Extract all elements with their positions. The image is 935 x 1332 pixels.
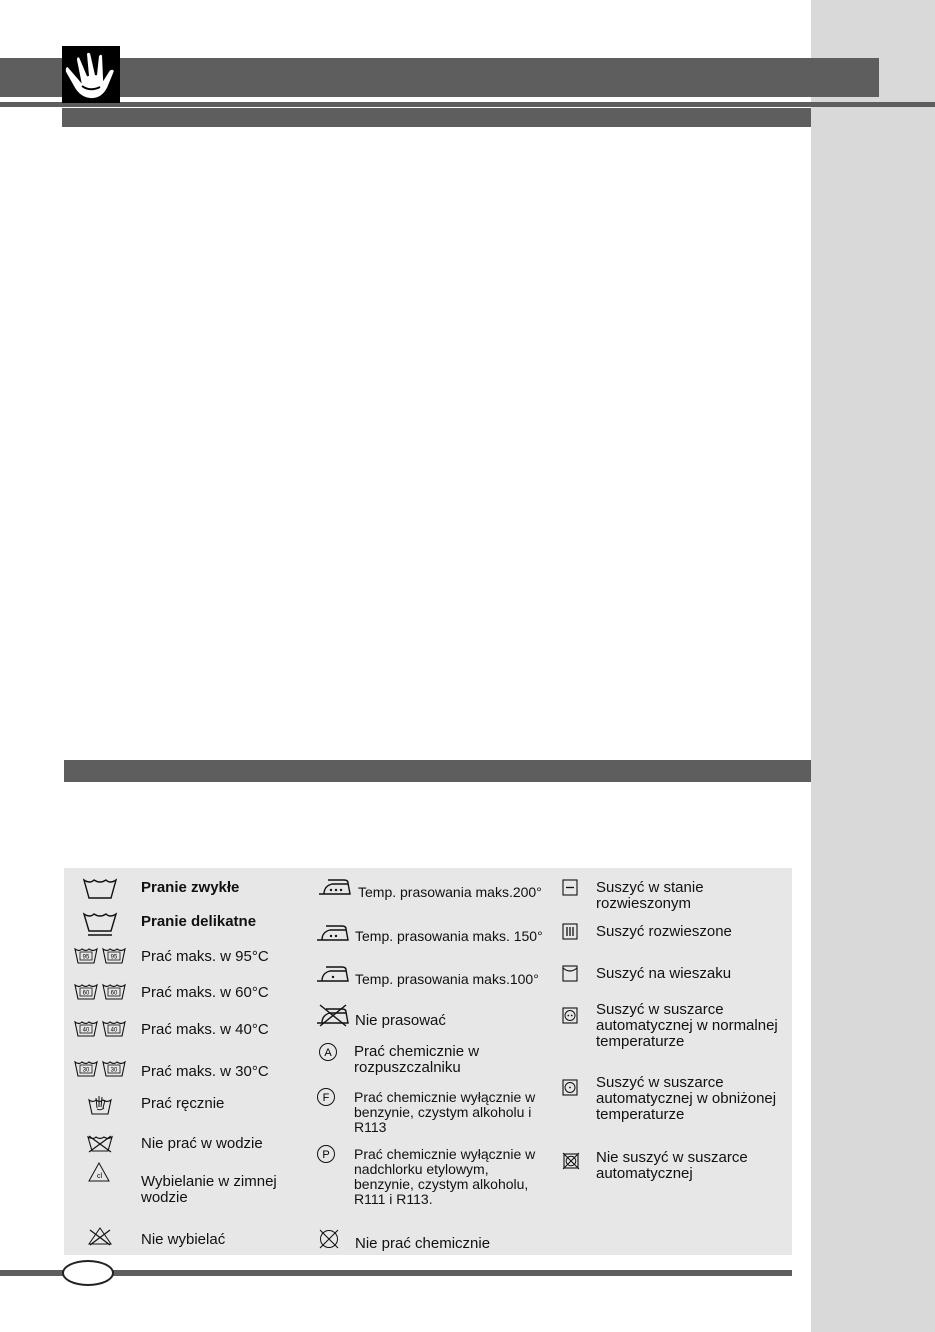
dry-clean-f-icon xyxy=(316,1087,336,1107)
svg-text:60: 60 xyxy=(110,990,118,997)
side-strip xyxy=(811,0,935,1332)
svg-text:F: F xyxy=(322,1092,330,1104)
wash-tub-delicate-icon xyxy=(82,912,118,938)
hand-wash-icon xyxy=(88,1094,114,1116)
symbol-label-line: Suszyć w suszarce xyxy=(596,1001,724,1018)
section-bar-symbols xyxy=(64,760,811,782)
symbol-label-line: temperaturze xyxy=(596,1106,685,1123)
symbol-label-line: Nie suszyć w suszarce xyxy=(596,1149,748,1166)
line-dry-icon xyxy=(562,965,578,982)
section-bar-top xyxy=(62,108,811,127)
symbol-label-line: R111 i R113. xyxy=(354,1191,433,1207)
symbol-label-line: temperaturze xyxy=(596,1033,685,1050)
svg-text:cl: cl xyxy=(96,1173,103,1180)
iron-1-dot-icon xyxy=(316,965,350,983)
no-bleach-icon xyxy=(87,1226,113,1246)
symbol-label: Suszyć rozwieszone xyxy=(596,923,732,940)
svg-text:30: 30 xyxy=(110,1067,118,1074)
wash-95-icon xyxy=(74,947,128,969)
symbol-label: Temp. prasowania maks.200° xyxy=(358,884,542,900)
symbol-label-line: automatycznej w obniżonej xyxy=(596,1090,777,1107)
symbol-label: Temp. prasowania maks.100° xyxy=(355,971,539,987)
tumble-dry-low-icon xyxy=(562,1079,578,1096)
symbol-label: Prać ręcznie xyxy=(141,1095,225,1112)
symbol-label: Prać maks. w 40°C xyxy=(141,1021,269,1038)
no-iron-icon xyxy=(316,1003,350,1027)
symbol-label-line: rozpuszczalniku xyxy=(354,1059,461,1076)
drip-dry-icon xyxy=(562,923,578,940)
symbol-label-line: benzynie, czystym alkoholu i xyxy=(354,1104,532,1120)
symbol-label-line: benzynie, czystym alkoholu, xyxy=(354,1176,529,1192)
symbol-label: Nie wybielać xyxy=(141,1231,226,1248)
footer-line xyxy=(0,1270,792,1276)
header-bar xyxy=(0,58,879,97)
wash-60-icon xyxy=(74,983,128,1005)
symbol-label-line: rozwieszonym xyxy=(596,895,692,912)
symbol-label-line: R113 xyxy=(354,1119,387,1135)
no-dry-clean-icon xyxy=(318,1228,340,1250)
symbol-label: Prać maks. w 30°C xyxy=(141,1063,269,1080)
wash-tub-icon xyxy=(82,878,118,900)
symbol-label: Pranie delikatne xyxy=(141,913,257,930)
care-symbols-panel xyxy=(64,868,792,1255)
hand-logo xyxy=(62,46,120,103)
svg-text:30: 30 xyxy=(82,1067,90,1074)
wash-30-icon xyxy=(74,1060,128,1082)
hand-icon xyxy=(62,46,120,103)
tumble-dry-normal-icon xyxy=(562,1007,578,1024)
symbol-label-line: nadchlorku etylowym, xyxy=(354,1161,489,1177)
symbol-label: Prać maks. w 60°C xyxy=(141,984,269,1001)
svg-text:40: 40 xyxy=(110,1027,118,1034)
iron-2-dots-icon xyxy=(316,924,350,942)
symbol-label: Nie prać w wodzie xyxy=(141,1135,263,1152)
symbol-label-line: Prać chemicznie wyłącznie w xyxy=(354,1146,536,1162)
symbol-label-line: Suszyć w stanie xyxy=(596,879,704,896)
iron-3-dots-icon xyxy=(318,878,352,896)
dry-clean-p-icon xyxy=(316,1144,336,1164)
symbol-label-line: automatycznej xyxy=(596,1165,693,1182)
dry-clean-a-icon xyxy=(318,1042,338,1062)
wash-40-icon xyxy=(74,1020,128,1042)
symbol-label: Prać maks. w 95°C xyxy=(141,948,269,965)
symbol-label-line: Prać chemicznie w xyxy=(354,1043,480,1060)
svg-text:40: 40 xyxy=(82,1027,90,1034)
symbol-label-line: wodzie xyxy=(141,1189,188,1206)
symbol-label: Pranie zwykłe xyxy=(141,879,240,896)
symbol-label-line: Prać chemicznie wyłącznie w xyxy=(354,1089,536,1105)
symbol-label: Nie prasować xyxy=(355,1012,446,1029)
svg-text:60: 60 xyxy=(82,990,90,997)
svg-text:95: 95 xyxy=(82,954,90,961)
svg-text:A: A xyxy=(324,1047,332,1059)
symbol-label-line: Suszyć w suszarce xyxy=(596,1074,724,1091)
symbol-label-line: Wybielanie w zimnej xyxy=(141,1173,277,1190)
page-number-badge xyxy=(62,1260,114,1286)
header-underline xyxy=(0,102,935,107)
symbol-label-line: automatycznej w normalnej xyxy=(596,1017,778,1034)
bleach-cl-icon xyxy=(88,1162,110,1182)
no-wash-icon xyxy=(86,1134,114,1154)
symbol-label: Temp. prasowania maks. 150° xyxy=(355,928,543,944)
symbol-label: Nie prać chemicznie xyxy=(355,1235,491,1252)
svg-text:P: P xyxy=(322,1149,330,1161)
dry-flat-icon xyxy=(562,879,578,896)
symbol-label: Suszyć na wieszaku xyxy=(596,965,732,982)
no-tumble-dry-icon xyxy=(562,1152,580,1170)
svg-text:95: 95 xyxy=(110,954,118,961)
